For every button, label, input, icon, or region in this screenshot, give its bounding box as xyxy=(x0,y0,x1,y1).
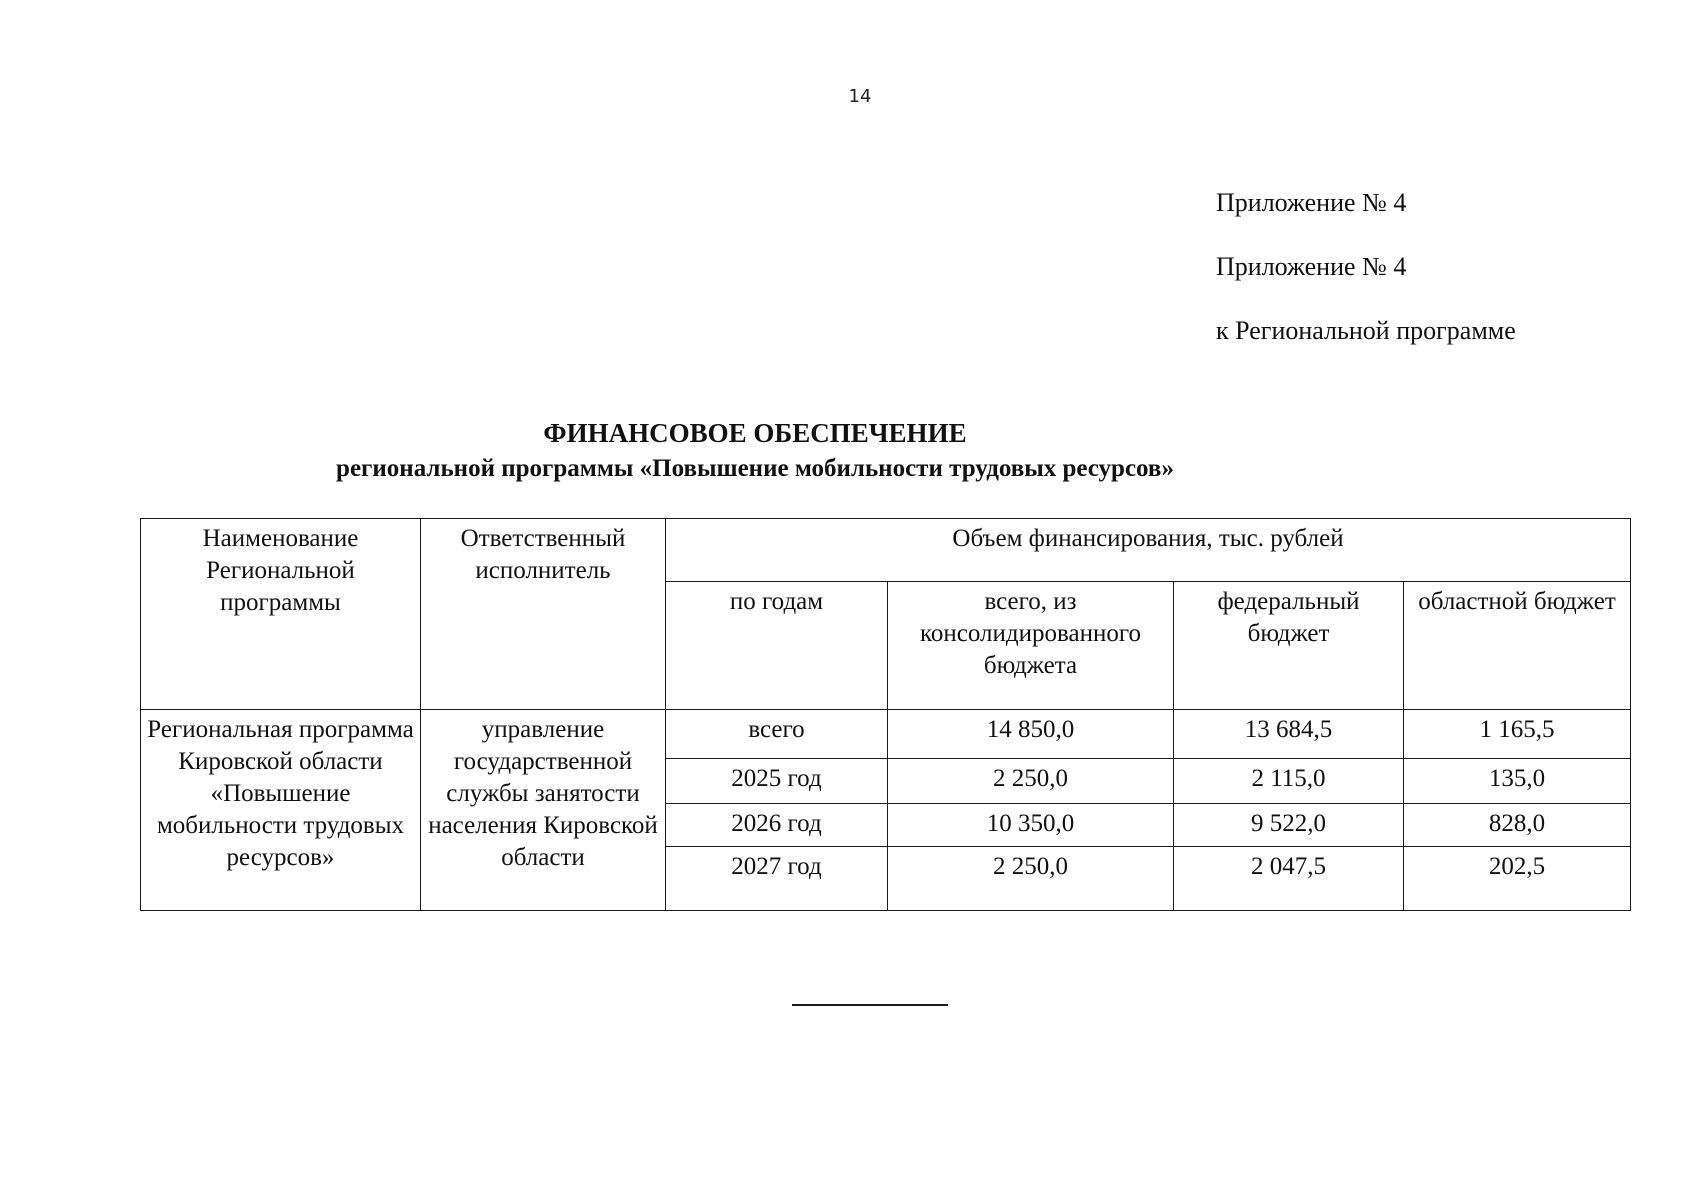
regional-cell: 135,0 xyxy=(1404,759,1631,804)
federal-cell: 2 047,5 xyxy=(1174,847,1404,911)
period-cell: 2027 год xyxy=(666,847,888,911)
executor-cell: управление государственной службы занятости населения Кировской области xyxy=(421,710,666,911)
regional-cell: 1 165,5 xyxy=(1404,710,1631,759)
regional-cell: 202,5 xyxy=(1404,847,1631,911)
table-header-row xyxy=(141,519,1631,582)
end-divider xyxy=(792,1004,948,1006)
header-total: всего, из консолидированного бюджета xyxy=(888,582,1174,710)
header-executor: Ответственный исполнитель xyxy=(421,519,666,710)
total-cell: 10 350,0 xyxy=(888,804,1174,847)
period-cell: 2026 год xyxy=(666,804,888,847)
header-federal: федеральный бюджет xyxy=(1174,582,1404,710)
header-financing-volume: Объем финансирования, тыс. рублей xyxy=(666,519,1631,582)
period-cell: 2025 год xyxy=(666,759,888,804)
total-cell: 14 850,0 xyxy=(888,710,1174,759)
total-cell: 2 250,0 xyxy=(888,759,1174,804)
period-cell: всего xyxy=(666,710,888,759)
header-program-name: Наименование Региональной программы xyxy=(141,519,421,710)
appendix-reference: к Региональной программе xyxy=(1216,316,1516,345)
appendix-label-repeat: Приложение № 4 xyxy=(1216,252,1407,281)
federal-cell: 2 115,0 xyxy=(1174,759,1404,804)
federal-cell: 9 522,0 xyxy=(1174,804,1404,847)
program-name-cell: Региональная программа Кировской области «Повышение мобильности трудовых ресурсов» xyxy=(141,710,421,911)
header-by-years: по годам xyxy=(666,582,888,710)
table-row xyxy=(141,710,1631,759)
header-regional: областной бюджет xyxy=(1404,582,1631,710)
regional-cell: 828,0 xyxy=(1404,804,1631,847)
document-subtitle: региональной программы «Повышение мобильности трудовых ресурсов» xyxy=(336,455,1174,482)
appendix-label: Приложение № 4 xyxy=(1216,188,1407,217)
total-cell: 2 250,0 xyxy=(888,847,1174,911)
federal-cell: 13 684,5 xyxy=(1174,710,1404,759)
document-title: ФИНАНСОВОЕ ОБЕСПЕЧЕНИЕ xyxy=(543,418,967,448)
financing-table xyxy=(140,518,1631,911)
page-number: 14 xyxy=(848,86,872,107)
